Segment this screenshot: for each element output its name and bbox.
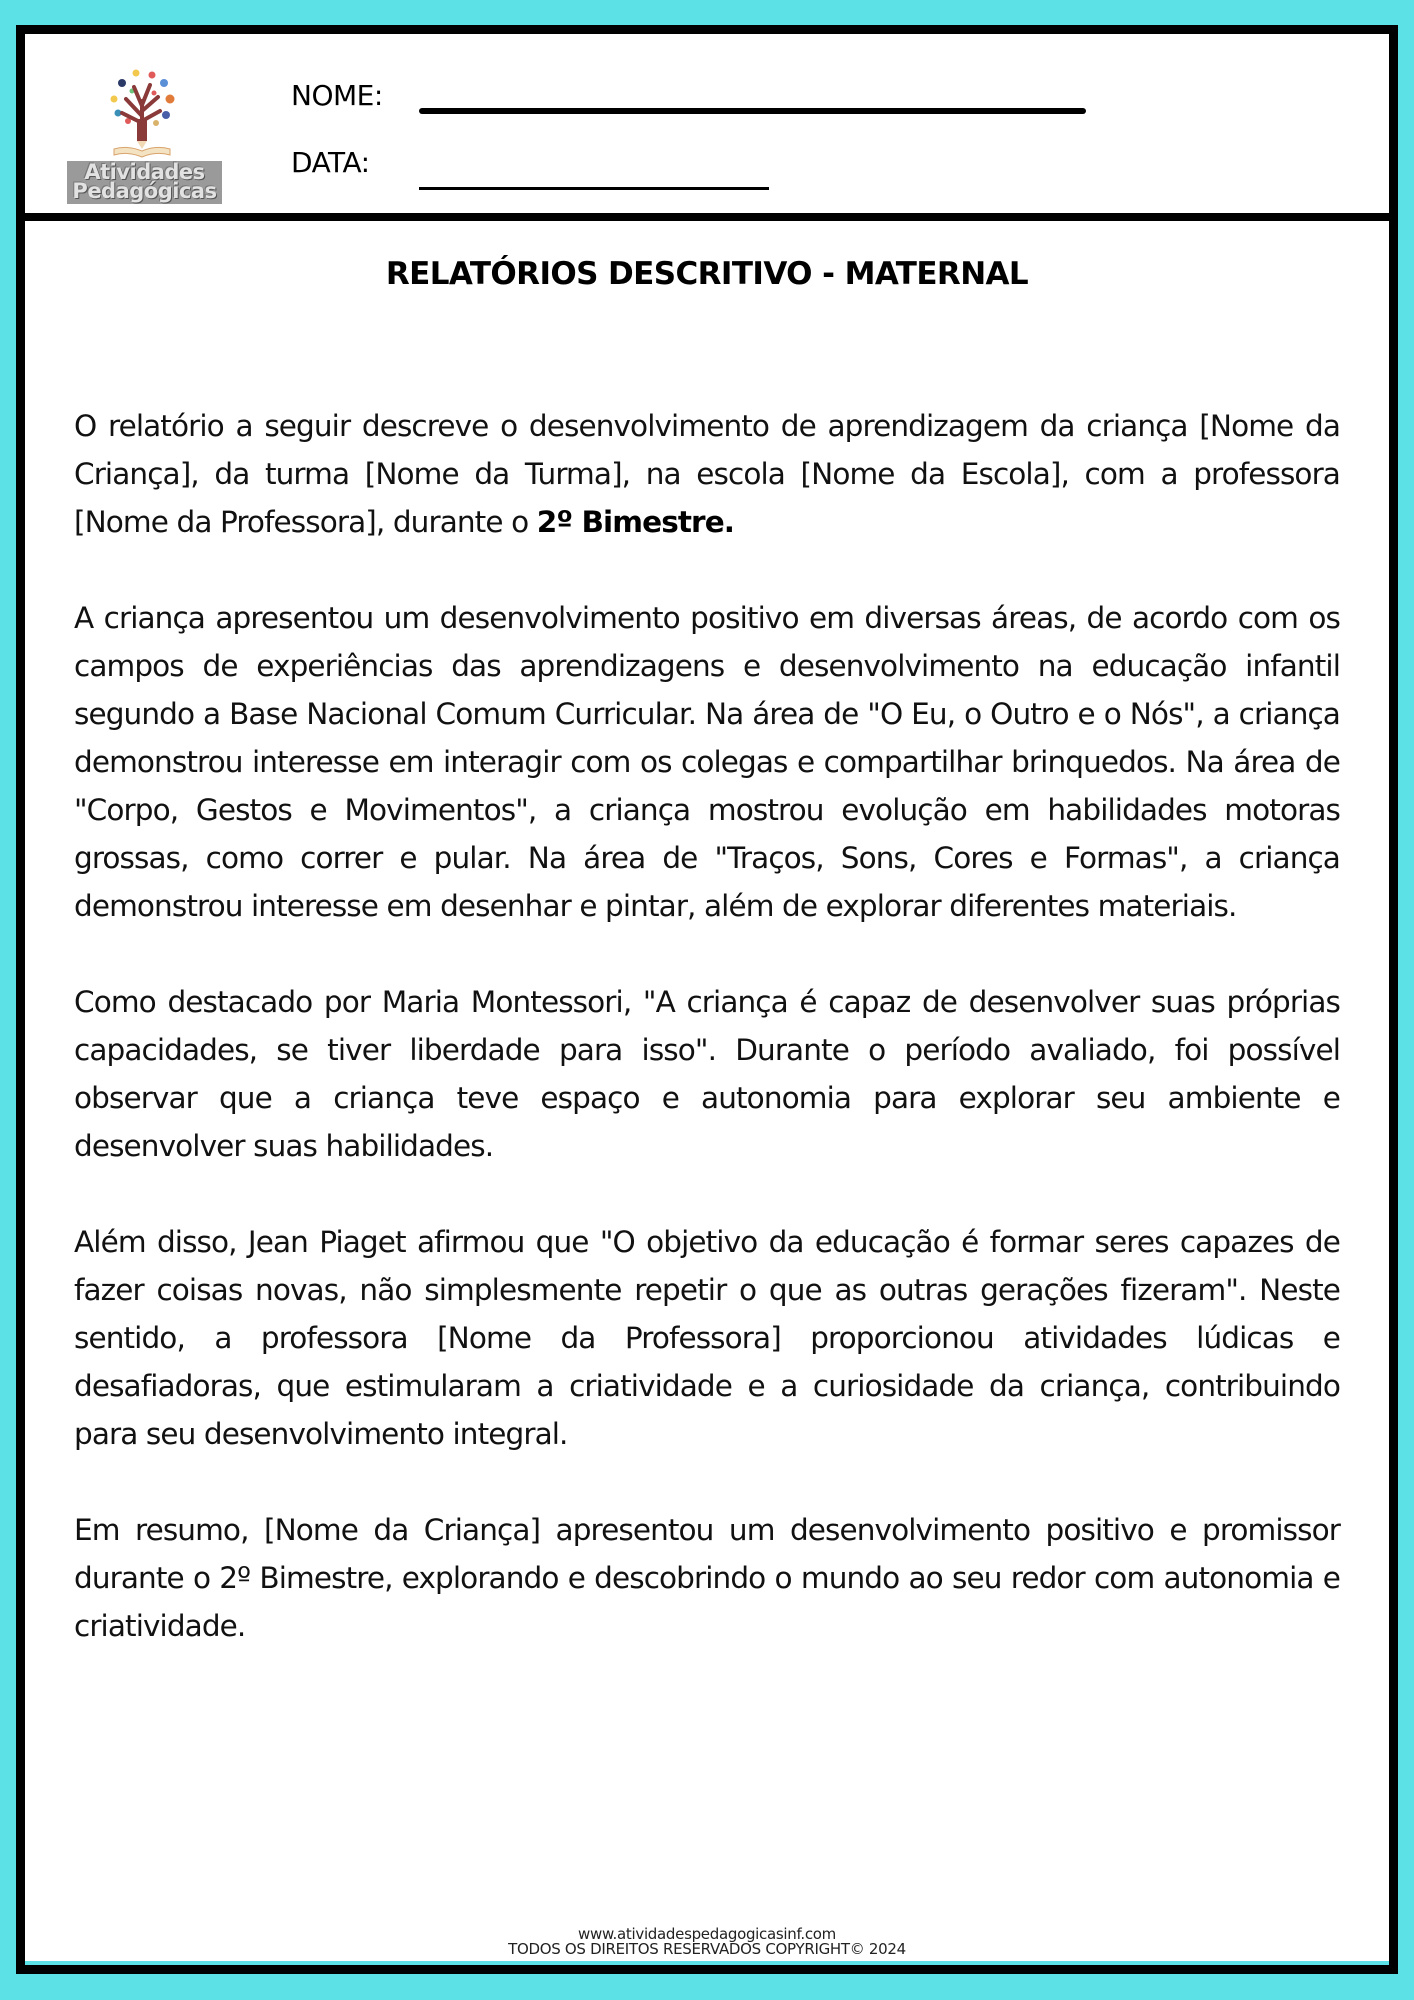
name-input-line[interactable] [419, 108, 1086, 114]
paragraph-intro [74, 402, 1340, 546]
date-field [291, 146, 370, 179]
logo-line-2: Pedagógicas [72, 179, 217, 203]
report-body [74, 402, 1340, 1698]
date-input-line[interactable] [419, 187, 769, 190]
paragraph-montessori: Como destacado por Maria Montessori, "A criança é capaz de desenvolver suas próprias capacidades, se tiver liberdade para isso". Durante o período avaliado, foi possível observar que a criança teve espaço e autonomia para explorar seu ambiente e desenvolver suas habilidades. [74, 985, 1340, 1163]
logo [67, 61, 222, 211]
paragraph-development: A criança apresentou um desenvolvimento positivo em diversas áreas, de acordo com os campos de experiências das aprendizagens e desenvolvimento na educação infantil segundo a Base Nacional Comum Curricular. Na área de "O Eu, o Outro e o Nós", a criança demonstrou interesse em interagir com os colegas e compartilhar brinquedos. Na área de "Corpo, Gestos e Movimentos", a criança mostrou evolução em habilidades motoras grossas, como correr e pular. Na área de "Traços, Sons, Cores e Formas", a criança demonstrou interesse em desenhar e pintar, além de explorar diferentes materiais. [74, 601, 1340, 923]
date-label: DATA: [291, 146, 370, 179]
bottom-accent-strip [25, 1961, 1389, 1965]
logo-line-1: Atividades [84, 160, 205, 184]
page-title: RELATÓRIOS DESCRITIVO - MATERNAL [385, 256, 1029, 292]
footer [25, 1927, 1389, 1957]
paragraph-summary: Em resumo, [Nome da Criança] apresentou um desenvolvimento positivo e promissor durante o 2º Bimestre, explorando e descobrindo o mundo ao seu redor com autonomia e criatividade. [74, 1513, 1340, 1643]
name-field [291, 79, 383, 112]
page-frame [16, 25, 1398, 1974]
paragraph-piaget: Além disso, Jean Piaget afirmou que "O objetivo da educação é formar seres capazes de fazer coisas novas, não simplesmente repetir o que as outras gerações fizeram". Neste sentido, a professora [Nome da Professora] proporcionou atividades lúdicas e desafiadoras, que estimularam a criatividade e a curiosidade da criança, contribuindo para seu desenvolvimento integral. [74, 1225, 1340, 1451]
name-label: NOME: [291, 79, 383, 112]
paragraph-intro-text: O relatório a seguir descreve o desenvolvimento de aprendizagem da criança [Nome da Criança], da turma [Nome da Turma], na escola [Nome da Escola], com a professora [Nome da Professora], durante o [74, 409, 1340, 539]
footer-website-link[interactable]: www.atividadespedagogicasinf.com [578, 1925, 836, 1943]
logo-text [67, 161, 222, 204]
tree-pencil-book-icon [92, 61, 192, 161]
paragraph-intro-bold: 2º Bimestre. [536, 505, 735, 539]
footer-copyright: TODOS OS DIREITOS RESERVADOS COPYRIGHT© 2024 [508, 1940, 906, 1958]
header [25, 34, 1389, 221]
